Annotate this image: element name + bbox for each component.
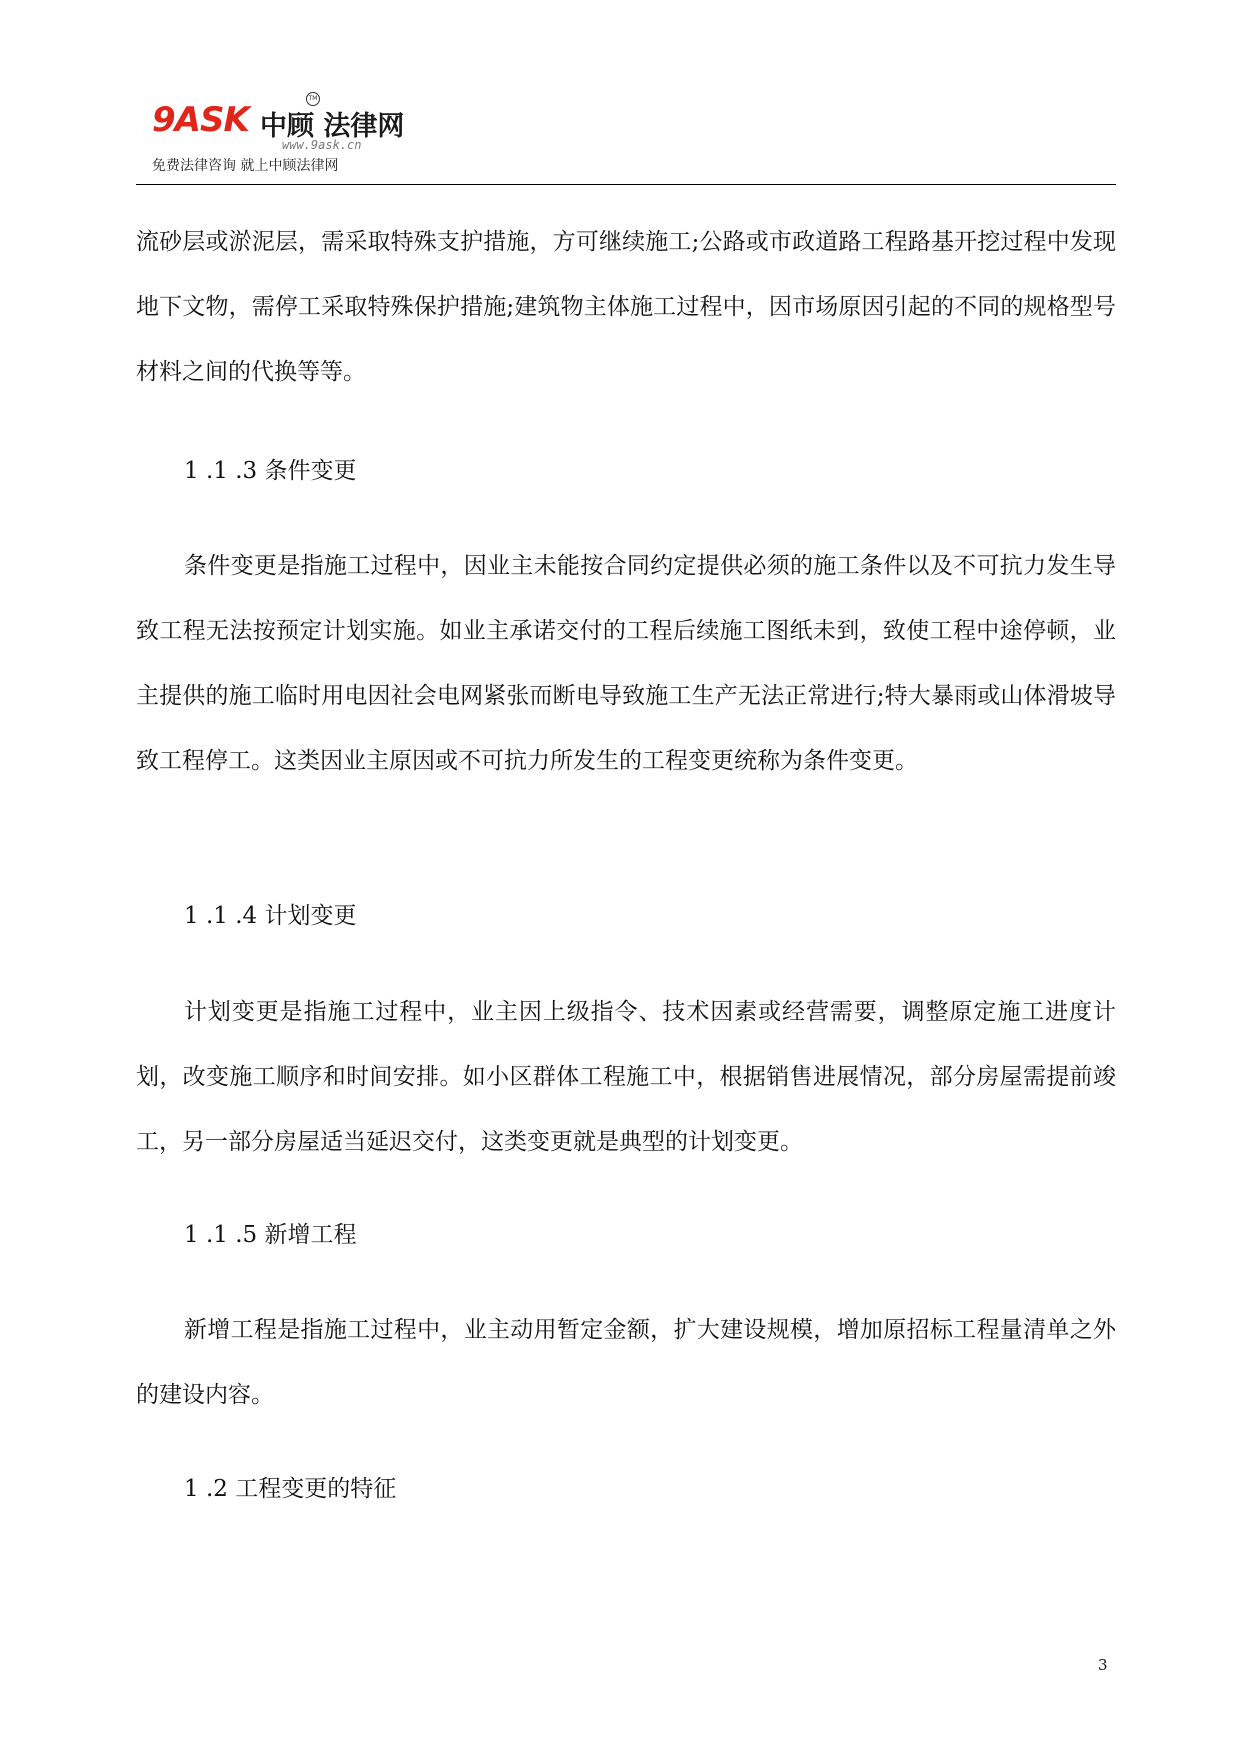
paragraph-condition-change: 条件变更是指施工过程中，因业主未能按合同约定提供必须的施工条件以及不可抗力发生导致工程无法按预定计划实施。如业主承诺交付的工程后续施工图纸未到，致使工程中途停顿，业主提供的施工临时用电因社会电网紧张而断电导致施工生产无法正常进行;特大暴雨或山体滑坡导致工程停工。这类因业主原因或不可抗力所发生的工程变更统称为条件变更。 (136, 553, 1116, 774)
site-logo (152, 96, 452, 180)
section-heading-1-1-4: 1 .1 .4 计划变更 (184, 903, 357, 929)
paragraph-plan-change: 计划变更是指施工过程中，业主因上级指令、技术因素或经营需要，调整原定施工进度计划，改变施工顺序和时间安排。如小区群体工程施工中，根据销售进展情况，部分房屋需提前竣工，另一部分房屋适当延迟交付，这类变更就是典型的计划变更。 (136, 999, 1116, 1155)
logo-url: www.9ask.cn (282, 138, 362, 152)
paragraph-continuation: 流砂层或淤泥层，需采取特殊支护措施，方可继续施工;公路或市政道路工程路基开挖过程中发现地下文物，需停工采取特殊保护措施;建筑物主体施工过程中，因市场原因引起的不同的规格型号材料之间的代换等等。 (136, 229, 1116, 385)
logo-slogan: 免费法律咨询 就上中顾法律网 (152, 158, 339, 174)
page-header (136, 96, 1136, 188)
trademark-icon: TM (306, 92, 320, 106)
page-number: 3 (1098, 1656, 1108, 1674)
section-heading-1-2: 1 .2 工程变更的特征 (184, 1476, 397, 1502)
section-heading-1-1-5: 1 .1 .5 新增工程 (184, 1222, 357, 1248)
paragraph-new-works: 新增工程是指施工过程中，业主动用暂定金额，扩大建设规模，增加原招标工程量清单之外的建设内容。 (136, 1317, 1116, 1408)
header-divider (136, 184, 1116, 185)
logo-mark: 9ASK (152, 100, 249, 140)
section-heading-1-1-3: 1 .1 .3 条件变更 (184, 458, 357, 484)
logo-name: 中顾 法律网 (260, 111, 405, 142)
